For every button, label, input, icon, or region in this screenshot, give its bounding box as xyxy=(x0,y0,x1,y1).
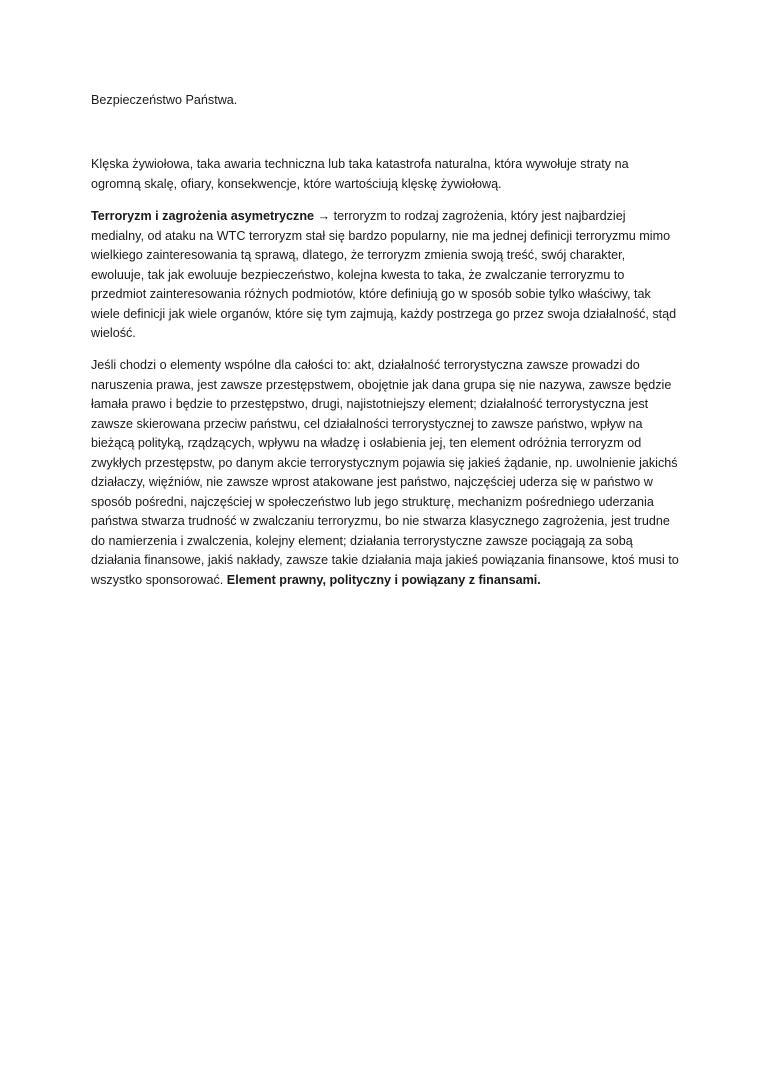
paragraph-heading-terrorism: Terroryzm i zagrożenia asymetryczne xyxy=(91,209,315,223)
paragraph-terrorism-body: terroryzm to rodzaj zagrożenia, który jest najbardziej medialny, od ataku na WTC terroryzm stał się bardzo popularny, nie ma jednej definicji terroryzmu mimo wielkiego zainteresowania tą sprawą, dlatego, że terroryzm zmienia swoją treść, swój charakter, ewoluuje, tak jak ewoluuje bezpieczeństwo, kolejna kwesta to taka, że zwalczanie terroryzmu to przedmiot zainteresowania różnych podmiotów, które definiują go w sposób sobie tylko właściwy, tak wiele definicji jak wiele organów, które się tym zajmują, każdy postrzega go przez swoja działalność, stąd wielość. xyxy=(91,209,677,340)
paragraph-disaster: Klęska żywiołowa, taka awaria techniczna lub taka katastrofa naturalna, która wywołuje straty na ogromną skalę, ofiary, konsekwencje, które wartościują klęskę żywiołową. xyxy=(91,157,629,191)
paragraph-terrorism xyxy=(91,207,681,344)
arrow-right-icon: → xyxy=(317,209,331,223)
document-title: Bezpieczeństwo Państwa. xyxy=(91,93,238,107)
paragraph-bold-conclusion: Element prawny, polityczny i powiązany z finansami. xyxy=(226,572,541,587)
paragraph-common-elements xyxy=(91,356,681,590)
paragraph-common-elements-body: Jeśli chodzi o elementy wspólne dla całości to: akt, działalność terrorystyczna zawsze prowadzi do naruszenia prawa, jest zawsze przestępstwem, obojętnie jak dana grupa się nie nazywa, zawsze będzie łamała prawo i będzie to przestępstwo, drugi, najistotniejszy element; działalność terrorystyczna jest zawsze skierowana przeciw państwu, cel działalności terrorystycznej to zawsze państwo, wpływ na bieżącą polityką, rządzących, wpływu na władzę i osłabienia jej, ten element odróżnia terroryzm od zwykłych przestępstw, po danym akcie terrorystycznym pojawia się jakieś żądanie, np. uwolnienie jakichś działaczy, więźniów, nie zawsze wprost atakowane jest państwo, najczęściej uderza się w państwo w sposób pośredni, najczęściej w społeczeństwo lub jego strukturę, mechanizm pośredniego uderzania państwa stwarza trudność w zwalczaniu terroryzmu, bo nie stwarza klasycznego zagrożenia, jest trudne do namierzenia i zwalczenia, kolejny element; działania terrorystyczne zawsze pociągają za sobą działania finansowe, jakiś nakłady, zawsze takie działania maja jakieś powiązania finansowe, ktoś musi to wszystko sponsorować. xyxy=(91,358,679,587)
